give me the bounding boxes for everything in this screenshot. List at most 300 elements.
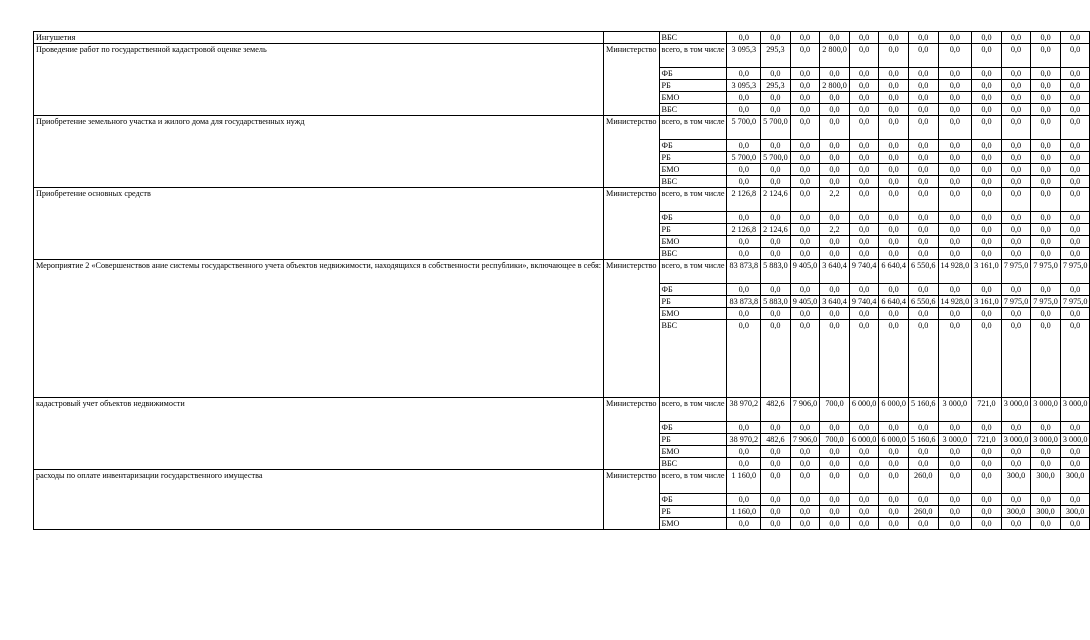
amount-cell: 0,0: [1060, 32, 1090, 44]
amount-cell: 0,0: [820, 32, 850, 44]
amount-cell: 0,0: [972, 506, 1002, 518]
amount-cell: 0,0: [820, 320, 850, 398]
amount-cell: 0,0: [879, 104, 909, 116]
amount-cell: 0,0: [1001, 104, 1031, 116]
amount-cell: 0,0: [849, 164, 879, 176]
amount-cell: 300,0: [1060, 506, 1090, 518]
amount-cell: 0,0: [938, 422, 972, 434]
executor-cell: Министерство: [604, 116, 659, 188]
executor-cell: Министерство: [604, 470, 659, 530]
amount-cell: 0,0: [972, 80, 1002, 92]
amount-cell: 0,0: [849, 92, 879, 104]
measure-name-cell: расходы по оплате инвентаризации государственного имущества: [34, 470, 604, 530]
amount-cell: 482,6: [761, 434, 791, 446]
amount-cell: 0,0: [938, 104, 972, 116]
amount-cell: 2 124,6: [761, 224, 791, 236]
amount-cell: 83 873,8: [727, 296, 761, 308]
table-row: [34, 44, 1090, 68]
amount-cell: 6 000,0: [849, 398, 879, 422]
amount-cell: 83 873,8: [727, 260, 761, 284]
amount-cell: 0,0: [1001, 224, 1031, 236]
funding-source-cell: ВБС: [659, 458, 727, 470]
amount-cell: 0,0: [727, 446, 761, 458]
amount-cell: 0,0: [849, 140, 879, 152]
amount-cell: 0,0: [727, 176, 761, 188]
amount-cell: 295,3: [761, 44, 791, 68]
amount-cell: 0,0: [972, 470, 1002, 494]
amount-cell: 0,0: [849, 32, 879, 44]
amount-cell: 6 000,0: [879, 398, 909, 422]
amount-cell: 0,0: [727, 68, 761, 80]
amount-cell: 0,0: [849, 518, 879, 530]
amount-cell: 0,0: [938, 320, 972, 398]
funding-source-cell: РБ: [659, 80, 727, 92]
amount-cell: 1 160,0: [727, 470, 761, 494]
amount-cell: 0,0: [908, 422, 938, 434]
amount-cell: 0,0: [1031, 320, 1061, 398]
amount-cell: 0,0: [790, 248, 820, 260]
amount-cell: 3 161,0: [972, 260, 1002, 284]
amount-cell: 0,0: [1060, 284, 1090, 296]
measure-name-cell: Приобретение земельного участка и жилого дома для государственных нужд: [34, 116, 604, 188]
amount-cell: 0,0: [938, 494, 972, 506]
funding-source-cell: всего, в том числе: [659, 116, 727, 140]
amount-cell: 6 640,4: [879, 296, 909, 308]
executor-cell: Министерство: [604, 398, 659, 470]
amount-cell: 0,0: [938, 236, 972, 248]
amount-cell: 0,0: [1060, 320, 1090, 398]
amount-cell: 0,0: [727, 518, 761, 530]
amount-cell: 0,0: [938, 446, 972, 458]
funding-source-cell: БМО: [659, 236, 727, 248]
amount-cell: 0,0: [790, 458, 820, 470]
amount-cell: 0,0: [938, 284, 972, 296]
amount-cell: 0,0: [727, 164, 761, 176]
amount-cell: 0,0: [972, 152, 1002, 164]
table-row: [34, 32, 1090, 44]
amount-cell: 0,0: [761, 308, 791, 320]
amount-cell: 9 405,0: [790, 296, 820, 308]
amount-cell: 3 095,3: [727, 44, 761, 68]
funding-source-cell: ВБС: [659, 176, 727, 188]
amount-cell: 0,0: [908, 176, 938, 188]
amount-cell: 0,0: [849, 68, 879, 80]
amount-cell: 0,0: [908, 446, 938, 458]
amount-cell: 0,0: [972, 212, 1002, 224]
amount-cell: 0,0: [790, 188, 820, 212]
amount-cell: 0,0: [908, 458, 938, 470]
funding-source-cell: БМО: [659, 446, 727, 458]
amount-cell: 0,0: [972, 308, 1002, 320]
measure-name-cell: Приобретение основных средств: [34, 188, 604, 260]
amount-cell: 0,0: [908, 494, 938, 506]
amount-cell: 0,0: [972, 446, 1002, 458]
funding-source-cell: всего, в том числе: [659, 188, 727, 212]
amount-cell: 0,0: [1031, 212, 1061, 224]
amount-cell: 0,0: [879, 152, 909, 164]
amount-cell: 0,0: [790, 164, 820, 176]
amount-cell: 0,0: [1031, 518, 1061, 530]
amount-cell: 0,0: [761, 470, 791, 494]
amount-cell: 0,0: [1001, 308, 1031, 320]
amount-cell: 0,0: [972, 92, 1002, 104]
amount-cell: 0,0: [972, 32, 1002, 44]
amount-cell: 0,0: [820, 458, 850, 470]
amount-cell: 0,0: [1001, 92, 1031, 104]
amount-cell: 0,0: [727, 284, 761, 296]
amount-cell: 3 095,3: [727, 80, 761, 92]
amount-cell: 3 161,0: [972, 296, 1002, 308]
amount-cell: 3 000,0: [1060, 434, 1090, 446]
amount-cell: 0,0: [908, 212, 938, 224]
amount-cell: 0,0: [908, 140, 938, 152]
amount-cell: 0,0: [761, 104, 791, 116]
amount-cell: 0,0: [761, 422, 791, 434]
measure-name-cell: Проведение работ по государственной кадастровой оценке земель: [34, 44, 604, 116]
amount-cell: 0,0: [820, 422, 850, 434]
amount-cell: 5 160,6: [908, 398, 938, 422]
amount-cell: 14 928,0: [938, 260, 972, 284]
amount-cell: 0,0: [938, 116, 972, 140]
amount-cell: 0,0: [849, 236, 879, 248]
amount-cell: 6 550,6: [908, 260, 938, 284]
amount-cell: 0,0: [849, 212, 879, 224]
amount-cell: 0,0: [761, 506, 791, 518]
amount-cell: 0,0: [1060, 446, 1090, 458]
amount-cell: 0,0: [820, 470, 850, 494]
funding-source-cell: РБ: [659, 506, 727, 518]
amount-cell: 0,0: [1031, 164, 1061, 176]
amount-cell: 0,0: [938, 32, 972, 44]
amount-cell: 0,0: [908, 32, 938, 44]
amount-cell: 5 700,0: [761, 116, 791, 140]
funding-source-cell: БМО: [659, 308, 727, 320]
amount-cell: 0,0: [938, 188, 972, 212]
amount-cell: 0,0: [879, 92, 909, 104]
table-row: [34, 470, 1090, 494]
funding-source-cell: РБ: [659, 152, 727, 164]
amount-cell: 0,0: [849, 44, 879, 68]
amount-cell: 0,0: [1060, 518, 1090, 530]
amount-cell: 0,0: [790, 140, 820, 152]
amount-cell: 0,0: [879, 212, 909, 224]
amount-cell: 2,2: [820, 188, 850, 212]
amount-cell: 0,0: [908, 308, 938, 320]
amount-cell: 0,0: [1060, 104, 1090, 116]
amount-cell: 0,0: [938, 68, 972, 80]
amount-cell: 0,0: [849, 224, 879, 236]
amount-cell: 0,0: [790, 320, 820, 398]
amount-cell: 6 550,6: [908, 296, 938, 308]
funding-source-cell: ВБС: [659, 32, 727, 44]
amount-cell: 0,0: [879, 188, 909, 212]
amount-cell: 0,0: [727, 308, 761, 320]
amount-cell: 0,0: [972, 518, 1002, 530]
amount-cell: 0,0: [820, 236, 850, 248]
amount-cell: 0,0: [849, 308, 879, 320]
amount-cell: 1 160,0: [727, 506, 761, 518]
amount-cell: 0,0: [1060, 224, 1090, 236]
funding-source-cell: ФБ: [659, 212, 727, 224]
table-row: [34, 188, 1090, 212]
amount-cell: 0,0: [1001, 116, 1031, 140]
amount-cell: 9 740,4: [849, 296, 879, 308]
amount-cell: 0,0: [879, 458, 909, 470]
amount-cell: 0,0: [790, 518, 820, 530]
amount-cell: 0,0: [1060, 92, 1090, 104]
amount-cell: 0,0: [938, 176, 972, 188]
amount-cell: 7 975,0: [1031, 260, 1061, 284]
amount-cell: 300,0: [1031, 470, 1061, 494]
amount-cell: 0,0: [849, 188, 879, 212]
amount-cell: 0,0: [879, 422, 909, 434]
executor-cell: [604, 32, 659, 44]
amount-cell: 0,0: [849, 446, 879, 458]
amount-cell: 0,0: [879, 32, 909, 44]
amount-cell: 2 126,8: [727, 224, 761, 236]
amount-cell: 0,0: [790, 152, 820, 164]
amount-cell: 0,0: [790, 470, 820, 494]
amount-cell: 0,0: [1060, 152, 1090, 164]
amount-cell: 0,0: [972, 422, 1002, 434]
funding-source-cell: РБ: [659, 296, 727, 308]
amount-cell: 0,0: [849, 104, 879, 116]
amount-cell: 0,0: [761, 164, 791, 176]
amount-cell: 0,0: [1001, 518, 1031, 530]
amount-cell: 0,0: [908, 518, 938, 530]
amount-cell: 721,0: [972, 398, 1002, 422]
amount-cell: 0,0: [820, 68, 850, 80]
amount-cell: 0,0: [972, 104, 1002, 116]
amount-cell: 700,0: [820, 434, 850, 446]
amount-cell: 0,0: [1031, 32, 1061, 44]
amount-cell: 2 800,0: [820, 44, 850, 68]
amount-cell: 0,0: [1031, 284, 1061, 296]
amount-cell: 0,0: [849, 320, 879, 398]
amount-cell: 0,0: [820, 446, 850, 458]
amount-cell: 0,0: [790, 446, 820, 458]
amount-cell: 38 970,2: [727, 398, 761, 422]
amount-cell: 0,0: [879, 320, 909, 398]
amount-cell: 0,0: [849, 80, 879, 92]
funding-source-cell: БМО: [659, 92, 727, 104]
amount-cell: 0,0: [1060, 212, 1090, 224]
amount-cell: 700,0: [820, 398, 850, 422]
amount-cell: 0,0: [790, 422, 820, 434]
amount-cell: 0,0: [1031, 446, 1061, 458]
amount-cell: 0,0: [761, 446, 791, 458]
amount-cell: 0,0: [1031, 152, 1061, 164]
amount-cell: 0,0: [820, 116, 850, 140]
amount-cell: 0,0: [879, 176, 909, 188]
funding-source-cell: всего, в том числе: [659, 260, 727, 284]
amount-cell: 0,0: [1060, 248, 1090, 260]
amount-cell: 0,0: [761, 68, 791, 80]
amount-cell: 0,0: [761, 212, 791, 224]
amount-cell: 0,0: [879, 224, 909, 236]
measure-name-cell: Ингушетия: [34, 32, 604, 44]
amount-cell: 0,0: [790, 104, 820, 116]
amount-cell: 0,0: [1001, 320, 1031, 398]
amount-cell: 0,0: [972, 248, 1002, 260]
amount-cell: 0,0: [820, 212, 850, 224]
amount-cell: 0,0: [972, 188, 1002, 212]
amount-cell: 0,0: [972, 140, 1002, 152]
amount-cell: 0,0: [1001, 188, 1031, 212]
amount-cell: 0,0: [761, 140, 791, 152]
amount-cell: 5 700,0: [727, 116, 761, 140]
amount-cell: 0,0: [727, 92, 761, 104]
funding-source-cell: всего, в том числе: [659, 398, 727, 422]
amount-cell: 0,0: [938, 212, 972, 224]
amount-cell: 0,0: [908, 44, 938, 68]
amount-cell: 260,0: [908, 506, 938, 518]
amount-cell: 0,0: [820, 284, 850, 296]
amount-cell: 3 000,0: [1031, 434, 1061, 446]
amount-cell: 0,0: [849, 152, 879, 164]
amount-cell: 0,0: [820, 494, 850, 506]
amount-cell: 0,0: [790, 44, 820, 68]
amount-cell: 0,0: [1001, 176, 1031, 188]
amount-cell: 0,0: [1060, 422, 1090, 434]
amount-cell: 0,0: [1031, 308, 1061, 320]
amount-cell: 0,0: [938, 506, 972, 518]
amount-cell: 0,0: [1001, 140, 1031, 152]
amount-cell: 0,0: [790, 176, 820, 188]
amount-cell: 0,0: [879, 494, 909, 506]
amount-cell: 0,0: [761, 92, 791, 104]
amount-cell: 0,0: [972, 116, 1002, 140]
amount-cell: 295,3: [761, 80, 791, 92]
amount-cell: 0,0: [1031, 44, 1061, 68]
amount-cell: 0,0: [1031, 176, 1061, 188]
funding-source-cell: БМО: [659, 518, 727, 530]
amount-cell: 0,0: [1031, 68, 1061, 80]
amount-cell: 0,0: [908, 236, 938, 248]
amount-cell: 0,0: [1060, 236, 1090, 248]
funding-source-cell: ФБ: [659, 284, 727, 296]
amount-cell: 0,0: [879, 248, 909, 260]
amount-cell: 0,0: [1001, 212, 1031, 224]
funding-source-cell: всего, в том числе: [659, 44, 727, 68]
amount-cell: 0,0: [727, 494, 761, 506]
amount-cell: 0,0: [761, 284, 791, 296]
amount-cell: 300,0: [1031, 506, 1061, 518]
amount-cell: 0,0: [790, 494, 820, 506]
amount-cell: 3 000,0: [1001, 398, 1031, 422]
amount-cell: 6 000,0: [849, 434, 879, 446]
amount-cell: 0,0: [849, 458, 879, 470]
amount-cell: 0,0: [1001, 422, 1031, 434]
amount-cell: 0,0: [879, 116, 909, 140]
amount-cell: 7 975,0: [1060, 260, 1090, 284]
amount-cell: 2 126,8: [727, 188, 761, 212]
amount-cell: 0,0: [972, 320, 1002, 398]
amount-cell: 0,0: [820, 152, 850, 164]
amount-cell: 300,0: [1060, 470, 1090, 494]
amount-cell: 0,0: [1001, 458, 1031, 470]
funding-source-cell: ВБС: [659, 104, 727, 116]
amount-cell: 7 975,0: [1031, 296, 1061, 308]
amount-cell: 0,0: [727, 32, 761, 44]
amount-cell: 0,0: [938, 470, 972, 494]
amount-cell: 0,0: [820, 506, 850, 518]
amount-cell: 482,6: [761, 398, 791, 422]
amount-cell: 0,0: [1001, 248, 1031, 260]
amount-cell: 0,0: [879, 68, 909, 80]
measure-name-cell: кадастровый учет объектов недвижимости: [34, 398, 604, 470]
amount-cell: 5 883,0: [761, 296, 791, 308]
amount-cell: 0,0: [790, 284, 820, 296]
amount-cell: 0,0: [972, 236, 1002, 248]
amount-cell: 0,0: [820, 140, 850, 152]
amount-cell: 0,0: [972, 458, 1002, 470]
amount-cell: 0,0: [879, 140, 909, 152]
amount-cell: 0,0: [790, 92, 820, 104]
budget-table-body: [34, 32, 1090, 530]
amount-cell: 0,0: [908, 320, 938, 398]
amount-cell: 0,0: [938, 248, 972, 260]
funding-source-cell: ВБС: [659, 320, 727, 398]
amount-cell: 0,0: [938, 308, 972, 320]
amount-cell: 0,0: [1031, 104, 1061, 116]
amount-cell: 0,0: [908, 152, 938, 164]
executor-cell: Министерство: [604, 260, 659, 398]
funding-source-cell: ФБ: [659, 140, 727, 152]
amount-cell: 0,0: [938, 164, 972, 176]
amount-cell: 0,0: [938, 458, 972, 470]
amount-cell: 0,0: [820, 518, 850, 530]
amount-cell: 0,0: [790, 236, 820, 248]
amount-cell: 0,0: [1060, 116, 1090, 140]
amount-cell: 7 975,0: [1001, 260, 1031, 284]
amount-cell: 0,0: [761, 494, 791, 506]
amount-cell: 0,0: [879, 518, 909, 530]
amount-cell: 7 906,0: [790, 434, 820, 446]
executor-cell: Министерство: [604, 44, 659, 116]
amount-cell: 0,0: [849, 116, 879, 140]
amount-cell: 0,0: [790, 116, 820, 140]
amount-cell: 0,0: [790, 224, 820, 236]
amount-cell: 0,0: [1001, 68, 1031, 80]
amount-cell: 5 700,0: [761, 152, 791, 164]
amount-cell: 0,0: [1031, 248, 1061, 260]
amount-cell: 5 883,0: [761, 260, 791, 284]
amount-cell: 6 640,4: [879, 260, 909, 284]
amount-cell: 0,0: [879, 164, 909, 176]
amount-cell: 260,0: [908, 470, 938, 494]
amount-cell: 0,0: [972, 176, 1002, 188]
amount-cell: 0,0: [727, 212, 761, 224]
amount-cell: 0,0: [727, 104, 761, 116]
amount-cell: 0,0: [1001, 236, 1031, 248]
amount-cell: 0,0: [761, 518, 791, 530]
amount-cell: 0,0: [938, 140, 972, 152]
amount-cell: 0,0: [1060, 188, 1090, 212]
amount-cell: 0,0: [908, 104, 938, 116]
table-row: [34, 116, 1090, 140]
amount-cell: 0,0: [761, 320, 791, 398]
amount-cell: 0,0: [908, 80, 938, 92]
amount-cell: 0,0: [1060, 80, 1090, 92]
funding-source-cell: РБ: [659, 224, 727, 236]
amount-cell: 721,0: [972, 434, 1002, 446]
amount-cell: 0,0: [1031, 224, 1061, 236]
amount-cell: 300,0: [1001, 506, 1031, 518]
amount-cell: 0,0: [761, 176, 791, 188]
amount-cell: 0,0: [1031, 116, 1061, 140]
amount-cell: 0,0: [1031, 236, 1061, 248]
